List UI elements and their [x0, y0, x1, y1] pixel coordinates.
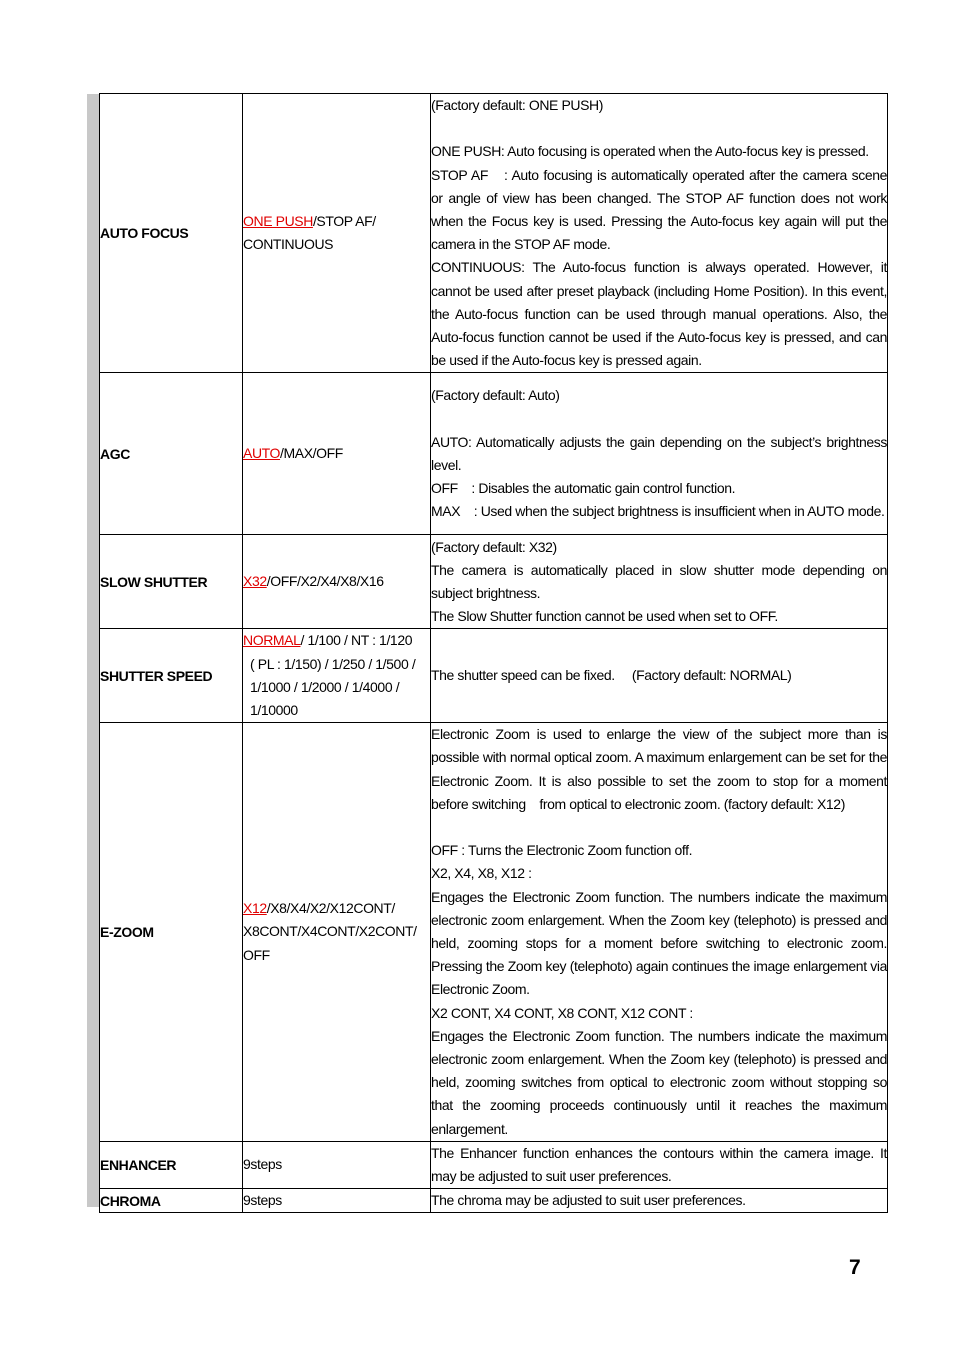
setting-name: E-ZOOM: [100, 723, 243, 1142]
setting-values: ONE PUSH/STOP AF/ CONTINUOUS: [243, 94, 431, 373]
setting-description: The chroma may be adjusted to suit user preferences.: [431, 1189, 888, 1213]
setting-description: (Factory default: Auto) AUTO: Automatically adjusts the gain depending on the subject’s brightness level. OFF : Disables the automatic gain control function. MAX : Used when the subject brightness is insufficient when in AUTO mode.: [431, 373, 888, 535]
setting-name: SLOW SHUTTER: [100, 535, 243, 629]
setting-name: ENHANCER: [100, 1141, 243, 1188]
table-row-shutter-speed: [100, 629, 888, 723]
setting-description: The Enhancer function enhances the contours within the camera image. It may be adjusted to suit user preferences.: [431, 1141, 888, 1188]
default-value: AUTO: [243, 445, 281, 462]
setting-values: X12/X8/X4/X2/X12CONT/ X8CONT/X4CONT/X2CONT/ OFF: [243, 723, 431, 1142]
default-value: ONE PUSH: [243, 213, 313, 229]
default-value: X32: [243, 573, 267, 590]
setting-name: AGC: [100, 373, 243, 535]
page-number: 7: [849, 1256, 861, 1279]
setting-values: AUTO/MAX/OFF: [243, 373, 431, 535]
setting-name: SHUTTER SPEED: [100, 629, 243, 723]
table-row-agc: [100, 373, 888, 535]
default-value: X12: [243, 900, 267, 917]
setting-description: (Factory default: ONE PUSH) ONE PUSH: Auto focusing is operated when the Auto-focus key is pressed. STOP AF : Auto focusing is automatically operated after the camera scene or angle of view has been changed. The STOP AF function does not work when the Focus key is used. Pressing the Auto-focus key again will put the camera in the STOP AF mode. CONTINUOUS: The Auto-focus function is always operated. However, it cannot be used after preset playback (including Home Position). In this event, the Auto-focus function can be used through manual operations. Also, the Auto-focus function cannot be used if the Auto-focus key is pressed, and can be used if the Auto-focus key is pressed again.: [431, 94, 888, 373]
setting-description: (Factory default: X32) The camera is automatically placed in slow shutter mode depending on subject brightness. The Slow Shutter function cannot be used when set to OFF.: [431, 535, 888, 629]
setting-values: X32/OFF/X2/X4/X8/X16: [243, 535, 431, 629]
settings-table: [99, 93, 888, 1213]
setting-name: CHROMA: [100, 1189, 243, 1213]
setting-name: AUTO FOCUS: [100, 94, 243, 373]
setting-description: The shutter speed can be fixed. (Factory default: NORMAL): [431, 629, 888, 723]
default-value: NORMAL: [243, 632, 301, 649]
table-row-chroma: [100, 1189, 888, 1213]
table-row-e-zoom: [100, 723, 888, 1142]
table-row-auto-focus: [100, 94, 888, 373]
setting-description: Electronic Zoom is used to enlarge the view of the subject more than is possible with normal optical zoom. A maximum enlargement can be set for the Electronic Zoom. It is also possible to set the zoom to stop for a moment before switching from optical to electronic zoom. (factory default: X12) OFF : Turns the Electronic Zoom function off. X2, X4, X8, X12 : Engages the Electronic Zoom function. The numbers indicate the maximum electronic zoom enlargement. When the Zoom key (telephoto) is pressed and held, zooming stops for a moment before switching to electronic zoom. Pressing the Zoom key (telephoto) again continues the image enlargement via Electronic Zoom. X2 CONT, X4 CONT, X8 CONT, X12 CONT : Engages the Electronic Zoom function. The numbers indicate the maximum electronic zoom enlargement. When the Zoom key (telephoto) is pressed and held, zooming switches from optical to electronic zoom without stopping so that the zooming proceeds continuously until it reaches the maximum enlargement.: [431, 723, 888, 1142]
table-row-slow-shutter: [100, 535, 888, 629]
table-row-enhancer: [100, 1141, 888, 1188]
setting-values: 9steps: [243, 1189, 431, 1213]
setting-values: NORMAL/ 1/100 / NT : 1/120 ( PL : 1/150) / 1/250 / 1/500 / 1/1000 / 1/2000 / 1/4000 / 1/10000: [243, 629, 431, 723]
setting-values: 9steps: [243, 1141, 431, 1188]
